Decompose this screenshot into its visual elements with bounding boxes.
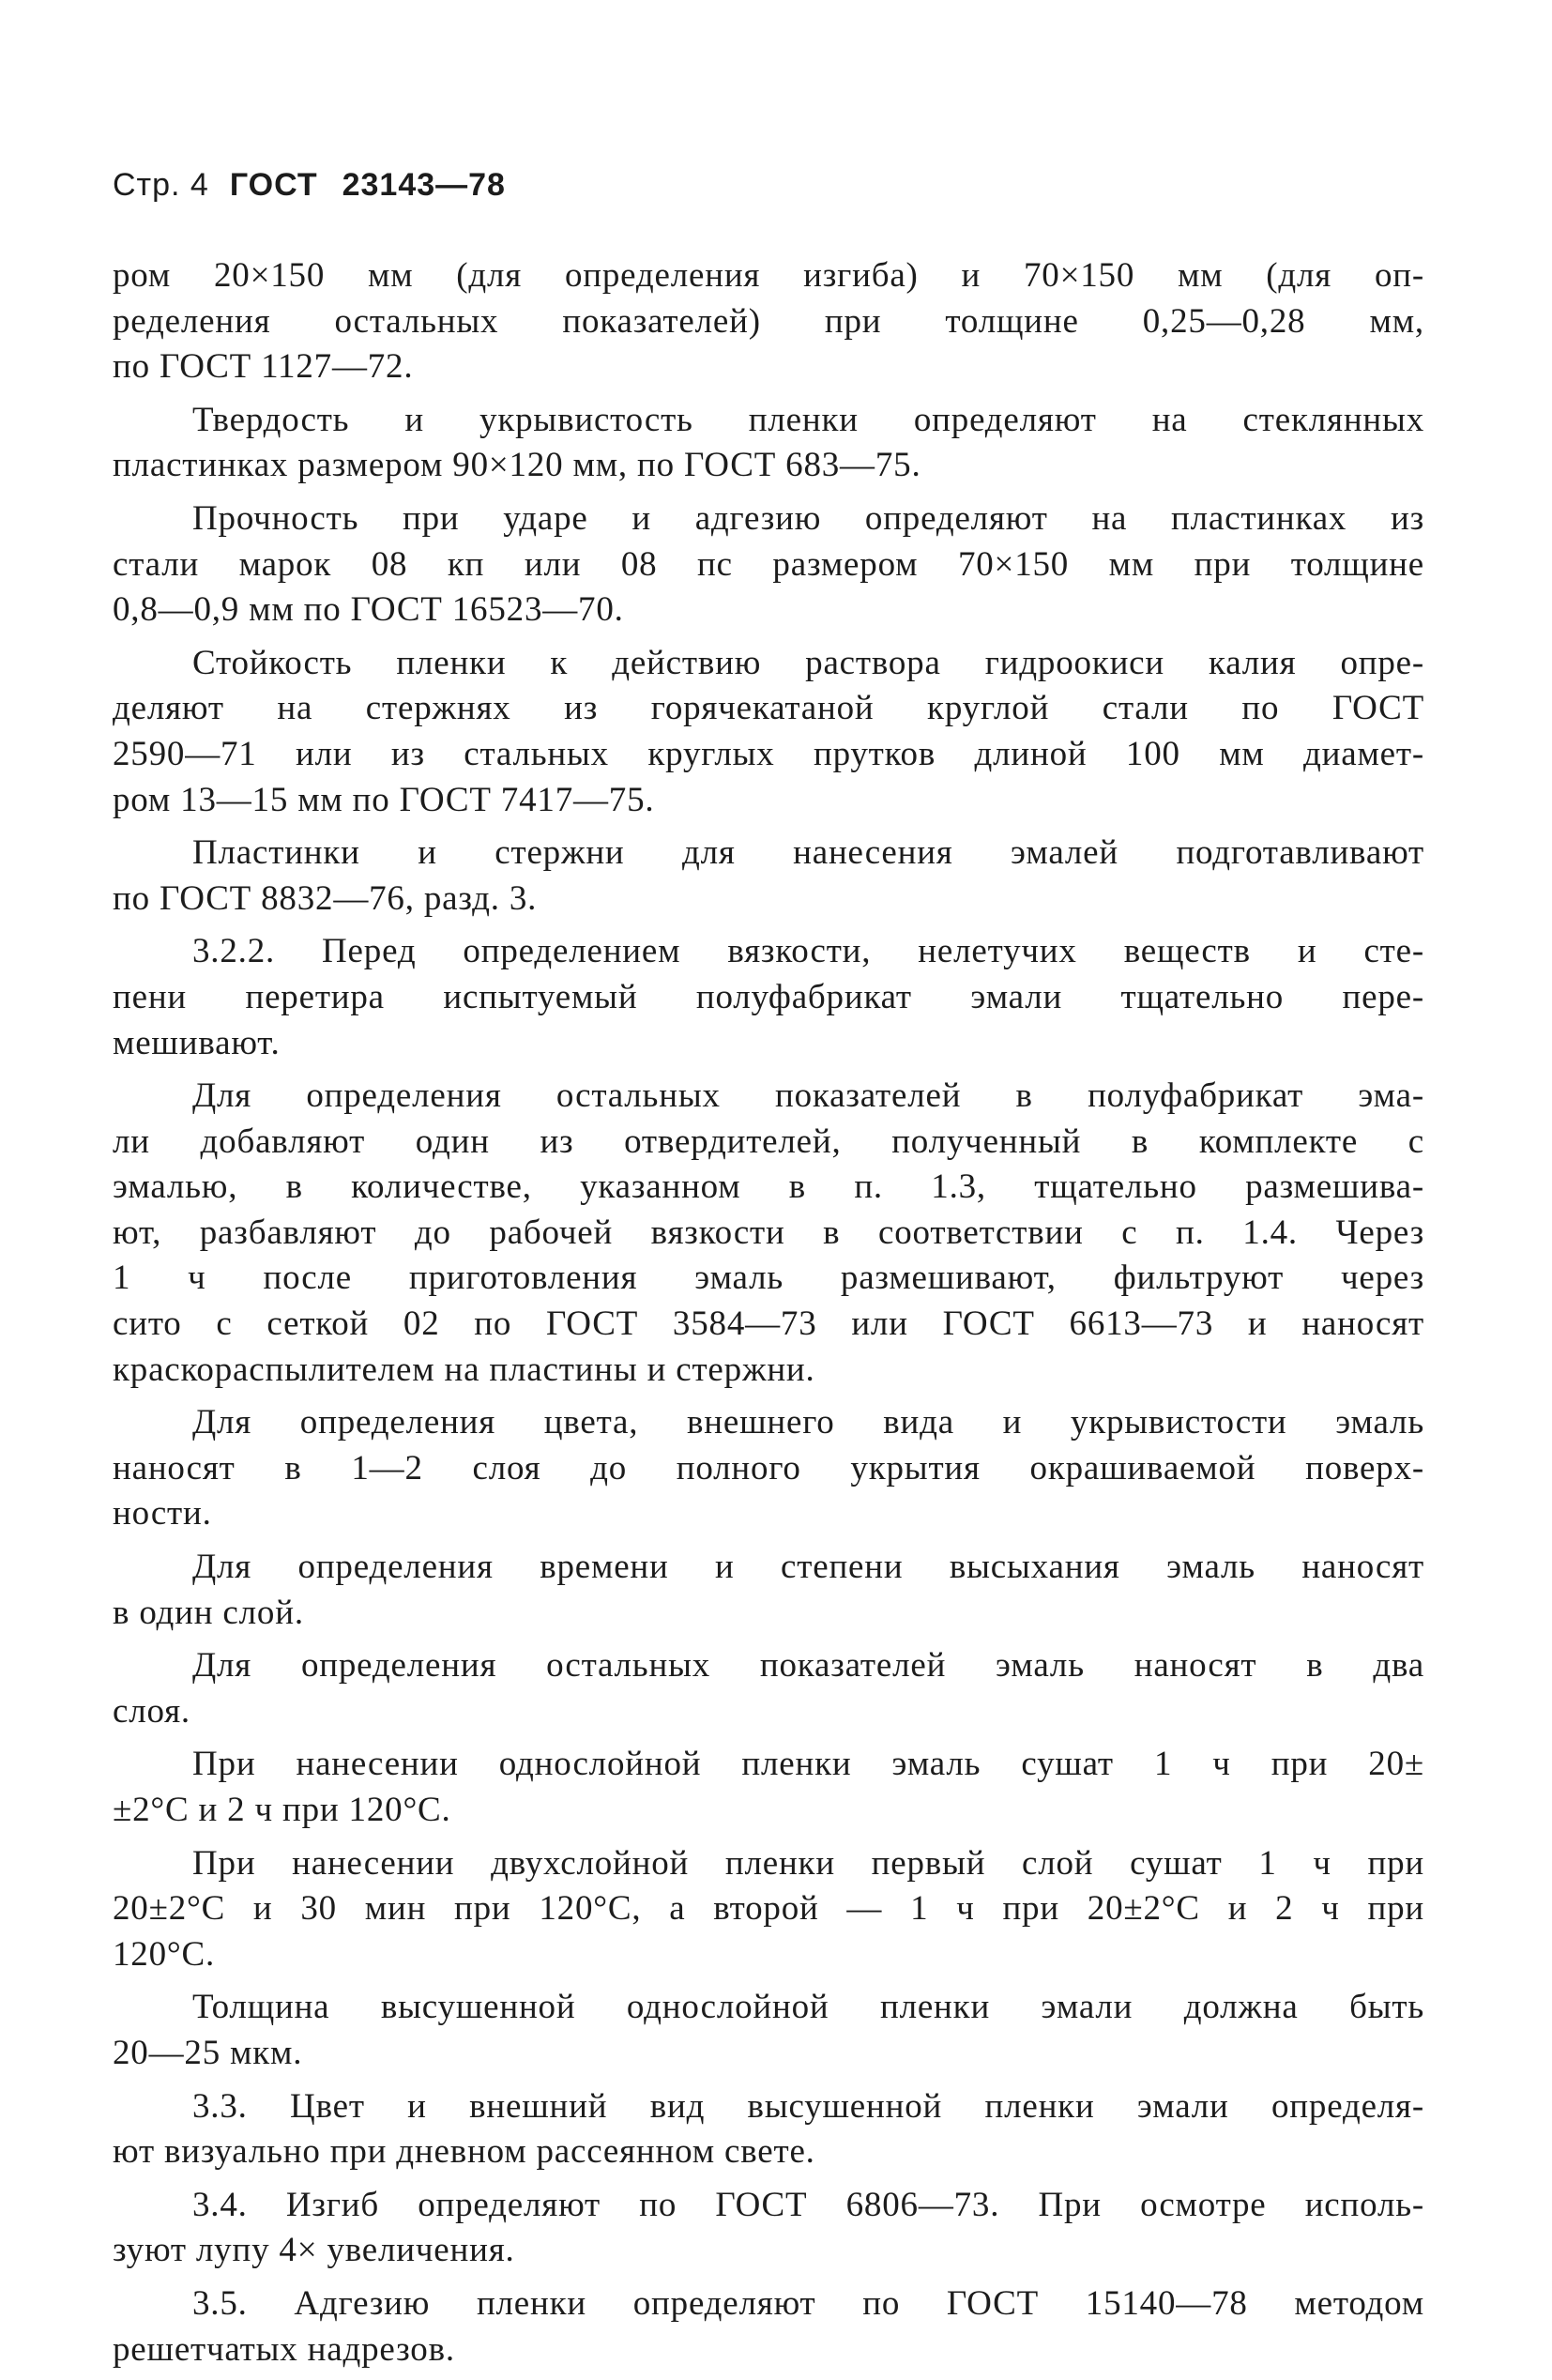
text-line: слоя. bbox=[113, 1691, 190, 1731]
text-line: стали марок 08 кп или 08 пс размером 70×150 мм при толщине bbox=[113, 544, 1424, 584]
paragraph bbox=[113, 1545, 1424, 1636]
paragraph bbox=[113, 831, 1424, 922]
text-line: 3.2.2. Перед определением вязкости, нелетучих веществ и сте- bbox=[192, 932, 1424, 971]
text-line: 3.5. Адгезию пленки определяют по ГОСТ 15140—78 методом bbox=[192, 2283, 1424, 2323]
text-line: 0,8—0,9 мм по ГОСТ 16523—70. bbox=[113, 590, 624, 630]
paragraph bbox=[113, 1400, 1424, 1537]
paragraph bbox=[113, 1074, 1424, 1393]
paragraph bbox=[113, 1985, 1424, 2076]
text-line: 3.4. Изгиб определяют по ГОСТ 6806—73. При осмотре исполь- bbox=[192, 2185, 1424, 2224]
text-line: Пластинки и стержни для нанесения эмалей подготавливают bbox=[192, 833, 1424, 873]
text-line: деляют на стержнях из горячекатаной круглой стали по ГОСТ bbox=[113, 689, 1424, 728]
text-line: 20±2°С и 30 мин при 120°С, а второй — 1 ч при 20±2°С и 2 ч при bbox=[113, 1889, 1424, 1929]
standard-number: 23143—78 bbox=[342, 167, 506, 203]
text-line: ром 13—15 мм по ГОСТ 7417—75. bbox=[113, 780, 655, 819]
text-line: 20—25 мкм. bbox=[113, 2033, 303, 2072]
text-line: решетчатых надрезов. bbox=[113, 2329, 455, 2369]
text-line: сито с сеткой 02 по ГОСТ 3584—73 или ГОСТ 6613—73 и наносят bbox=[113, 1304, 1424, 1344]
text-line: ±2°С и 2 ч при 120°С. bbox=[113, 1791, 451, 1829]
text-line: ли добавляют один из отвердителей, полученный в комплекте с bbox=[113, 1121, 1424, 1161]
text-line: зуют лупу 4× увеличения. bbox=[113, 2231, 515, 2270]
text-line: эмалью, в количестве, указанном в п. 1.3, тщательно размешива- bbox=[113, 1167, 1424, 1207]
text-line: ром 20×150 мм (для определения изгиба) и 70×150 мм (для оп- bbox=[113, 256, 1424, 295]
page-header bbox=[113, 167, 506, 204]
text-line: наносят в 1—2 слоя до полного укрытия окрашиваемой поверх- bbox=[113, 1448, 1424, 1488]
text-line: Для определения остальных показателей в полуфабрикат эма- bbox=[192, 1076, 1424, 1116]
text-line: 3.3. Цвет и внешний вид высушенной пленки эмали определя- bbox=[192, 2086, 1424, 2126]
page-number-label: Стр. 4 bbox=[113, 167, 209, 203]
text-line: 1 ч после приготовления эмаль размешивают, фильтруют через bbox=[113, 1259, 1424, 1298]
paragraph bbox=[113, 398, 1424, 489]
text-line: ности. bbox=[113, 1494, 212, 1533]
text-line: мешивают. bbox=[113, 1023, 281, 1062]
paragraph bbox=[113, 1643, 1424, 1734]
text-line: по ГОСТ 8832—76, разд. 3. bbox=[113, 878, 538, 918]
paragraph bbox=[113, 641, 1424, 823]
text-line: ределения остальных показателей) при толщине 0,25—0,28 мм, bbox=[113, 301, 1424, 341]
paragraph bbox=[113, 2281, 1424, 2372]
text-line: Для определения остальных показателей эмаль наносят в два bbox=[192, 1646, 1424, 1686]
text-line: ют визуально при дневном рассеянном свете. bbox=[113, 2132, 815, 2172]
paragraph bbox=[113, 253, 1424, 390]
text-line: При нанесении двухслойной пленки первый слой сушат 1 ч при bbox=[192, 1843, 1424, 1883]
text-line: 2590—71 или из стальных круглых прутков длиной 100 мм диамет- bbox=[113, 734, 1424, 773]
text-line: Стойкость пленки к действию раствора гидроокиси калия опре- bbox=[192, 643, 1424, 682]
paragraph bbox=[113, 1841, 1424, 1978]
paragraph bbox=[113, 1742, 1424, 1833]
paragraph bbox=[113, 2183, 1424, 2274]
text-line: пластинках размером 90×120 мм, по ГОСТ 683—75. bbox=[113, 446, 921, 485]
paragraph bbox=[113, 496, 1424, 633]
paragraph bbox=[113, 929, 1424, 1066]
document-body bbox=[113, 253, 1424, 2380]
text-line: Толщина высушенной однослойной пленки эмали должна быть bbox=[192, 1988, 1424, 2027]
text-line: Для определения цвета, внешнего вида и укрывистости эмаль bbox=[192, 1403, 1424, 1442]
text-line: Для определения времени и степени высыхания эмаль наносят bbox=[192, 1548, 1424, 1587]
text-line: При нанесении однослойной пленки эмаль сушат 1 ч при 20± bbox=[192, 1745, 1424, 1784]
text-line: краскораспылителем на пластины и стержни. bbox=[113, 1350, 815, 1389]
text-line: Прочность при ударе и адгезию определяют на пластинках из bbox=[192, 498, 1424, 538]
text-line: пени перетира испытуемый полуфабрикат эмали тщательно пере- bbox=[113, 977, 1424, 1016]
text-line: в один слой. bbox=[113, 1593, 304, 1632]
text-line: ют, разбавляют до рабочей вязкости в соответствии с п. 1.4. Через bbox=[113, 1213, 1424, 1252]
text-line: Твердость и укрывистость пленки определяют на стеклянных bbox=[192, 400, 1424, 439]
paragraph bbox=[113, 2084, 1424, 2175]
text-line: 120°С. bbox=[113, 1934, 216, 1974]
standard-label: ГОСТ bbox=[229, 167, 318, 203]
text-line: по ГОСТ 1127—72. bbox=[113, 347, 414, 387]
